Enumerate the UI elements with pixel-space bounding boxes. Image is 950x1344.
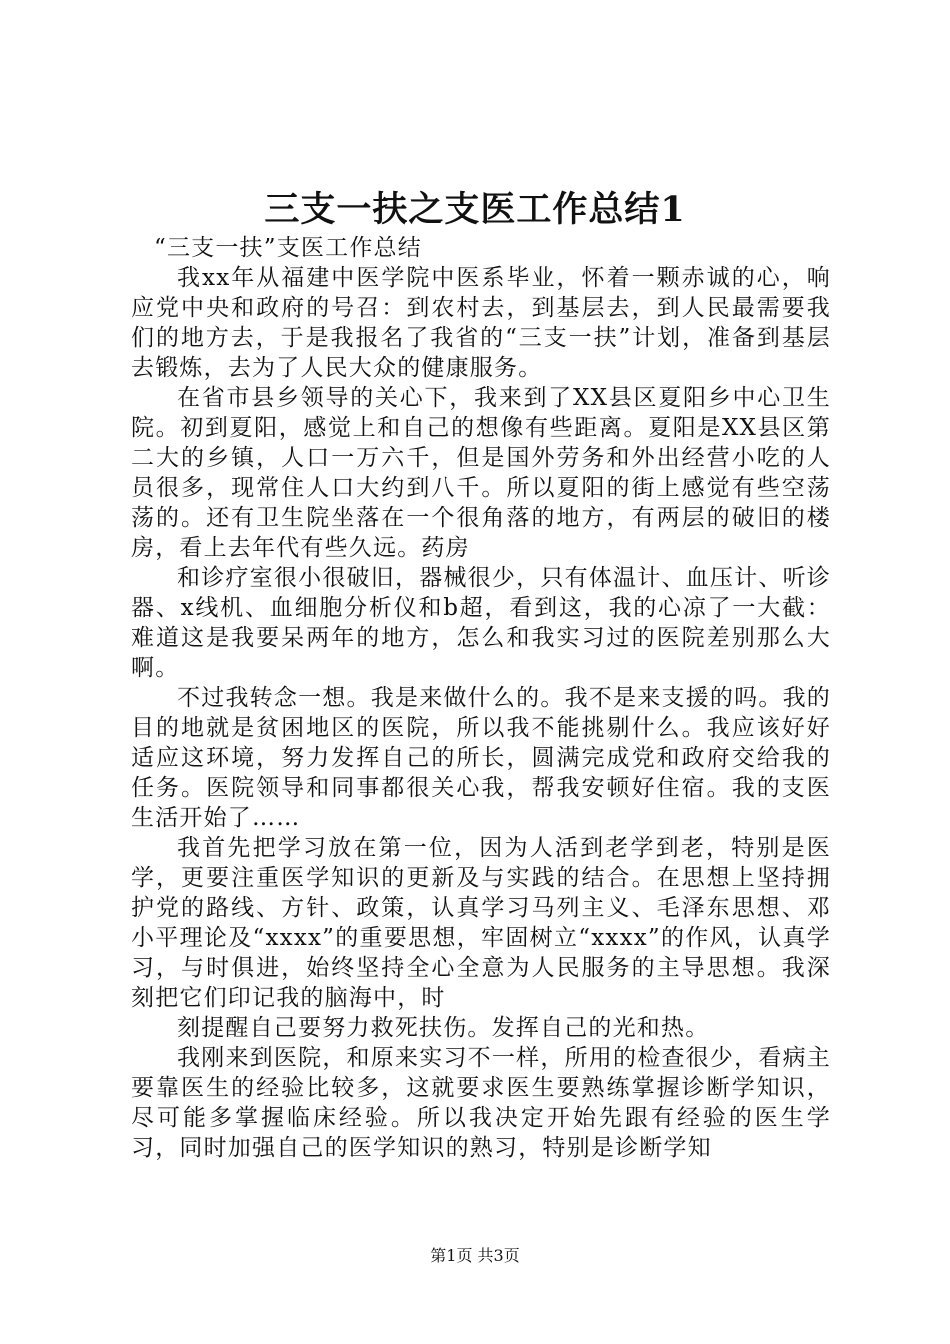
paragraph: 我刚来到医院，和原来实习不一样，所用的检查很少，看病主要靠医生的经验比较多，这就要求医生要熟练掌握诊断学知识，尽可能多掌握临床经验。所以我决定开始先跟有经验的医生学习，同时加强自己的医学知识的熟习，特别是诊断学知 <box>131 1045 831 1161</box>
paragraph-subtitle: “三支一扶”支医工作总结 <box>154 235 422 261</box>
paragraph: 在省市县乡领导的关心下，我来到了XX县区夏阳乡中心卫生院。初到夏阳，感觉上和自己的想像有些距离。夏阳是XX县区第二大的乡镇，人口一万六千，但是国外劳务和外出经营小吃的人员很多，现常住人口大约到八千。所以夏阳的街上感觉有些空荡荡的。还有卫生院坐落在一个很角落的地方，有两层的破旧的楼房，看上去年代有些久远。药房 <box>131 385 831 561</box>
document-title: 三支一扶之支医工作总结1 <box>264 189 686 230</box>
page-footer: 第1页 共3页 <box>430 1246 520 1265</box>
paragraph: 和诊疗室很小很破旧，器械很少，只有体温计、血压计、听诊器、x线机、血细胞分析仪和b超，看到这，我的心凉了一大截：难道这是我要呆两年的地方，怎么和我实习过的医院差别那么大啊。 <box>131 565 831 681</box>
paragraph: 我xx年从福建中医学院中医系毕业，怀着一颗赤诚的心，响应党中央和政府的号召：到农村去，到基层去，到人民最需要我们的地方去，于是我报名了我省的“三支一扶”计划，准备到基层去锻炼，去为了人民大众的健康服务。 <box>131 265 831 381</box>
document-body <box>131 233 831 1163</box>
paragraph: 我首先把学习放在第一位，因为人活到老学到老，特别是医学，更要注重医学知识的更新及与实践的结合。在思想上坚持拥护党的路线、方针、政策，认真学习马列主义、毛泽东思想、邓小平理论及“xxxx”的重要思想，牢固树立“xxxx”的作风，认真学习，与时俱进，始终坚持全心全意为人民服务的主导思想。我深刻把它们印记我的脑海中，时 <box>131 835 831 1011</box>
paragraph: 刻提醒自己要努力救死扶伤。发挥自己的光和热。 <box>177 1015 710 1041</box>
paragraph: 不过我转念一想。我是来做什么的。我不是来支援的吗。我的目的地就是贫困地区的医院，所以我不能挑剔什么。我应该好好适应这环境，努力发挥自己的所长，圆满完成党和政府交给我的任务。医院领导和同事都很关心我，帮我安顿好住宿。我的支医生活开始了…… <box>131 685 831 831</box>
